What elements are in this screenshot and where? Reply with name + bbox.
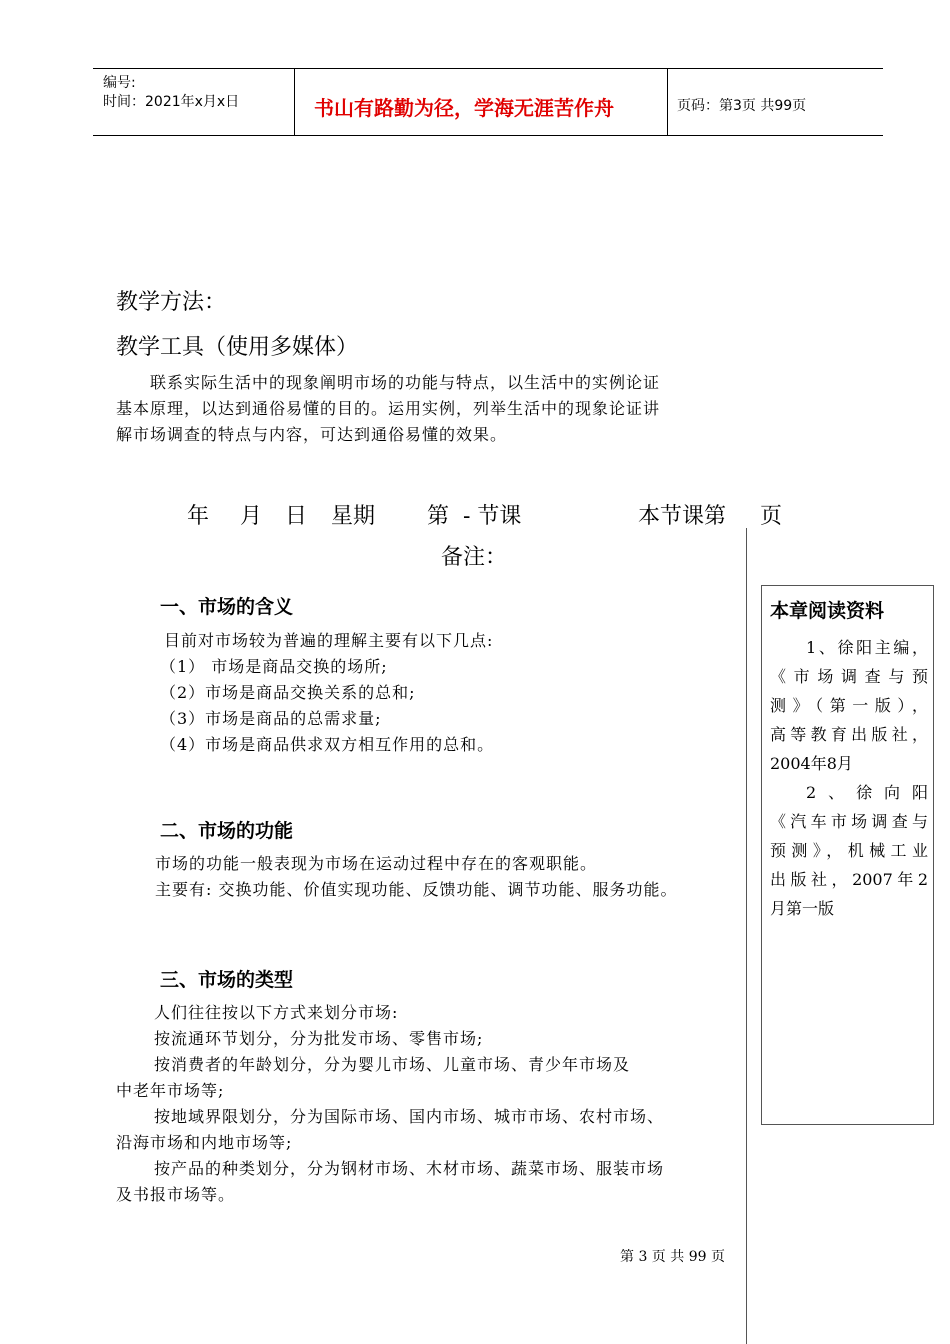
section-body xyxy=(155,851,745,903)
intro-line: 基本原理，以达到通俗易懂的目的。运用实例，列举生活中的现象论证讲 xyxy=(116,399,661,418)
section-body xyxy=(116,1000,741,1208)
header-time-label: 时间：2021年x月x日 xyxy=(103,94,240,110)
reading-line: 《汽车市场调查与 xyxy=(770,812,928,831)
section-line: 人们往往按以下方式来划分市场: xyxy=(154,1003,399,1022)
header-top-border xyxy=(93,68,883,69)
lesson-page-label: 本节课第 xyxy=(638,504,727,529)
section-heading: 三、市场的类型 xyxy=(160,969,294,991)
date-month: 月 xyxy=(240,504,263,529)
header-divider xyxy=(667,68,668,136)
section-heading: 一、市场的含义 xyxy=(160,596,294,618)
section-line: 主要有: 交换功能、价值实现功能、反馈功能、调节功能、服务功能。 xyxy=(155,880,678,899)
reading-line: 《市场调查与预 xyxy=(770,667,928,686)
section-line: 及书报市场等。 xyxy=(116,1185,236,1204)
lesson-section: 第 - 节课 xyxy=(427,504,522,529)
intro-paragraph xyxy=(116,370,756,448)
reading-line: 预测》，机械工业 xyxy=(770,841,928,860)
section-heading: 二、市场的功能 xyxy=(160,820,294,842)
header-page-label: 页码：第3页 共99页 xyxy=(677,98,807,114)
reading-materials-list xyxy=(770,633,928,923)
header-motto: 书山有路勤为径，学海无涯苦作舟 xyxy=(314,96,614,120)
reading-line: 2、徐向阳 xyxy=(806,783,928,802)
lesson-page-unit: 页 xyxy=(760,504,783,529)
section-line: 中老年市场等; xyxy=(116,1081,225,1100)
date-weekday: 星期 xyxy=(331,504,376,529)
header-divider xyxy=(294,68,295,136)
reading-line: 2004年8月 xyxy=(770,754,853,773)
intro-line: 解市场调查的特点与内容，可达到通俗易懂的效果。 xyxy=(116,425,508,444)
reading-line: 出版社，2007年2 xyxy=(770,870,928,889)
teaching-tools-label: 教学工具（使用多媒体） xyxy=(116,335,359,360)
section-line: 按地域界限划分，分为国际市场、国内市场、城市市场、农村市场、 xyxy=(154,1107,665,1126)
reading-materials-box xyxy=(761,585,934,1125)
reading-line: 高等教育出版社， xyxy=(770,725,928,744)
reading-line: 1、徐阳主编， xyxy=(806,638,928,657)
section-body xyxy=(160,628,740,758)
header-number-label: 编号: xyxy=(103,75,136,91)
section-line: （2）市场是商品交换关系的总和; xyxy=(160,683,416,702)
teaching-method-label: 教学方法： xyxy=(116,290,227,315)
reading-line: 月第一版 xyxy=(770,899,835,918)
remarks-column-rule xyxy=(746,528,747,1344)
section-line: 按消费者的年龄划分，分为婴儿市场、儿童市场、青少年市场及 xyxy=(154,1055,631,1074)
section-line: （3）市场是商品的总需求量; xyxy=(160,709,382,728)
reading-line: 测》（第一版）， xyxy=(770,696,928,715)
section-line: 按流通环节划分，分为批发市场、零售市场; xyxy=(154,1029,484,1048)
reading-materials-title: 本章阅读资料 xyxy=(770,600,885,622)
section-line: （4）市场是商品供求双方相互作用的总和。 xyxy=(160,735,495,754)
header-bottom-border xyxy=(93,135,883,136)
date-year: 年 xyxy=(187,504,210,529)
section-line: 目前对市场较为普遍的理解主要有以下几点: xyxy=(164,631,494,650)
section-line: 沿海市场和内地市场等; xyxy=(116,1133,293,1152)
section-line: （1） 市场是商品交换的场所; xyxy=(160,657,388,676)
remarks-label: 备注： xyxy=(441,545,508,570)
date-day: 日 xyxy=(285,504,308,529)
footer-page-number: 第 3 页 共 99 页 xyxy=(620,1249,725,1265)
intro-line: 联系实际生活中的现象阐明市场的功能与特点，以生活中的实例论证 xyxy=(150,373,661,392)
section-line: 按产品的种类划分，分为钢材市场、木材市场、蔬菜市场、服装市场 xyxy=(154,1159,665,1178)
section-line: 市场的功能一般表现为市场在运动过程中存在的客观职能。 xyxy=(155,854,598,873)
